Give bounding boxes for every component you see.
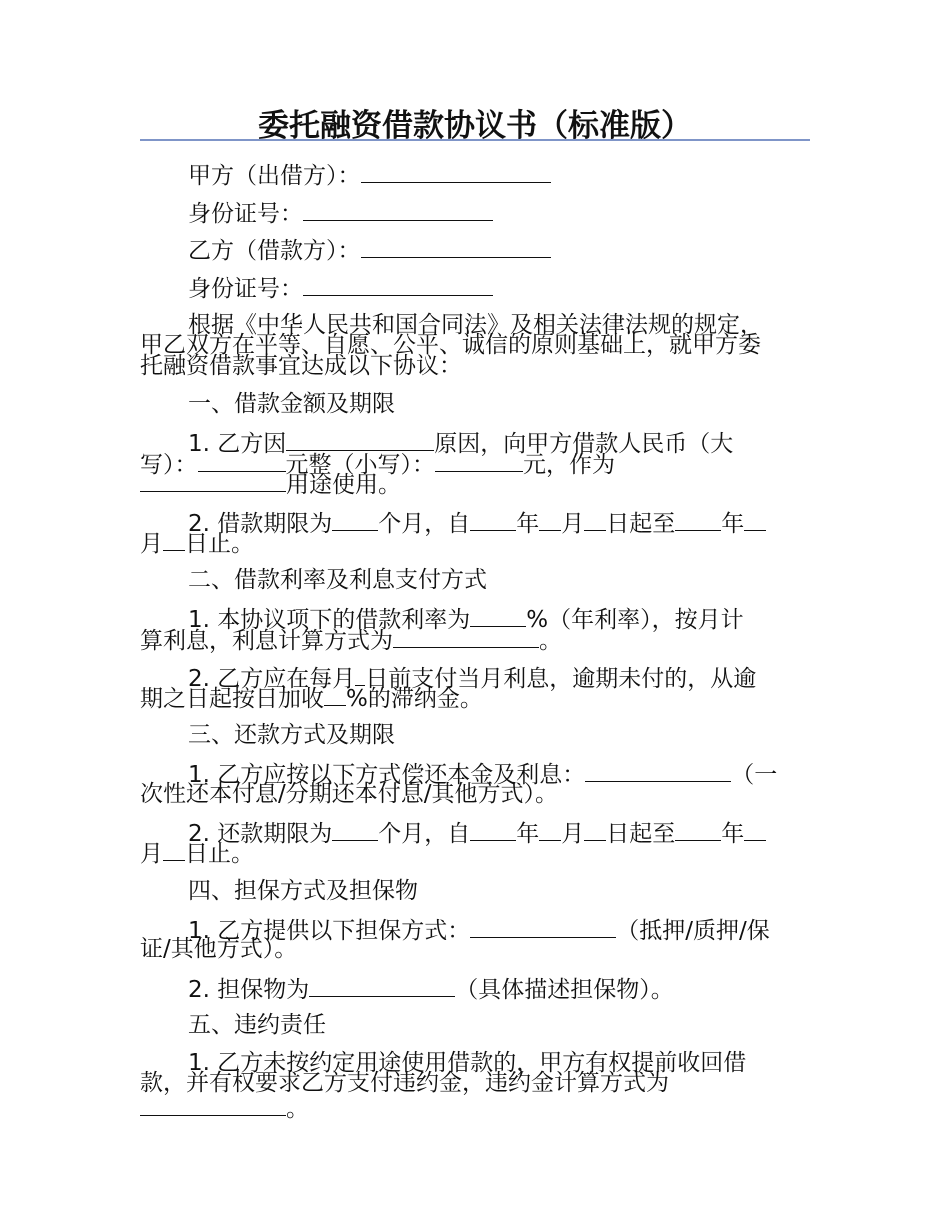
s4-item2-line1	[188, 976, 674, 1002]
party-b-id-line	[188, 275, 493, 301]
s1-item1-text-f: 用途使用。	[286, 472, 401, 498]
document-title: 委托融资借款协议书（标准版）	[258, 108, 692, 144]
s1-end-year-blank[interactable]	[675, 510, 721, 531]
s3-item2-line1	[188, 820, 766, 846]
s3-item2-text-e: 日起至	[606, 821, 676, 847]
party-a-label: 甲方（出借方）：	[188, 163, 361, 189]
s5-item1-text-c: 。	[286, 1096, 309, 1122]
s3-item2-text-b: 个月，自	[378, 821, 471, 847]
s3-item2-text-g: 月	[140, 841, 163, 867]
s3-item1-text-b: （一	[731, 762, 778, 788]
preamble-line-1: 根据《中华人民共和国合同法》及相关法律法规的规定，	[188, 312, 763, 338]
s2-item2-text-c: 期之日起按日加收	[140, 686, 324, 712]
s1-item2-line2	[140, 530, 254, 556]
s2-item1-text-d: 。	[539, 628, 562, 654]
s2-item1-text-b: %（年利率），按月计	[526, 607, 744, 633]
party-b-line	[188, 237, 551, 263]
preamble-line-2: 甲乙双方在平等、自愿、公平、诚信的原则基础上，就甲方委	[140, 332, 761, 358]
s1-item2-line1	[188, 510, 766, 536]
s3-end-year-blank[interactable]	[675, 820, 721, 841]
s2-late-fee-blank[interactable]	[324, 685, 346, 706]
s3-end-month-blank[interactable]	[744, 820, 766, 841]
s3-item2-text-h: 日止。	[185, 841, 254, 867]
s1-start-month-blank[interactable]	[539, 510, 561, 531]
s5-penalty-method-blank[interactable]	[140, 1095, 286, 1116]
s1-item1-line3	[140, 471, 401, 497]
s3-end-day-blank[interactable]	[163, 840, 185, 861]
party-a-id-blank[interactable]	[303, 200, 493, 221]
s2-item1-text-c: 算利息，利息计算方式为	[140, 628, 393, 654]
s1-amount-upper-blank[interactable]	[198, 451, 286, 472]
party-b-blank[interactable]	[361, 237, 551, 258]
s3-item2-text-d: 月	[561, 821, 585, 847]
s1-item1-text-a: 1. 乙方因	[188, 431, 287, 457]
s2-pay-day-blank[interactable]	[355, 665, 365, 686]
s5-item1-line3	[140, 1095, 309, 1121]
s5-item1-line1: 1. 乙方未按约定用途使用借款的，甲方有权提前收回借	[188, 1050, 747, 1076]
s1-item2-text-f: 年	[721, 511, 745, 537]
s1-item2-text-d: 月	[561, 511, 585, 537]
s2-item2-text-b: 日前支付当月利息，逾期未付的，从逾	[365, 666, 757, 692]
s1-item1-text-c: 写）：	[140, 452, 198, 478]
party-b-id-label: 身份证号：	[188, 276, 303, 302]
s3-item1-text-a: 1. 乙方应按以下方式偿还本金及利息：	[188, 762, 586, 788]
s3-start-month-blank[interactable]	[539, 820, 561, 841]
s2-item1-line2	[140, 627, 562, 653]
s1-item2-text-c: 年	[516, 511, 540, 537]
s1-item1-text-d: 元整（小写）：	[285, 452, 435, 478]
s2-item2-text-d: %的滞纳金。	[346, 686, 483, 712]
preamble-line-3: 托融资借款事宜达成以下协议：	[140, 353, 462, 379]
s1-months-blank[interactable]	[332, 510, 378, 531]
s2-interest-method-blank[interactable]	[393, 627, 539, 648]
s1-item2-text-b: 个月，自	[378, 511, 471, 537]
s4-item1-text-a: 1. 乙方提供以下担保方式：	[188, 918, 471, 944]
s3-start-day-blank[interactable]	[584, 820, 606, 841]
party-a-blank[interactable]	[361, 162, 551, 183]
s4-item2-text-b: （具体描述担保物）。	[455, 977, 674, 1003]
party-b-label: 乙方（借款方）：	[188, 238, 361, 264]
s1-start-year-blank[interactable]	[470, 510, 516, 531]
s1-item2-text-h: 日止。	[185, 531, 254, 557]
s1-item2-text-a: 2. 借款期限为	[188, 511, 333, 537]
s2-item2-text-a: 2. 乙方应在每月	[188, 666, 356, 692]
party-a-id-label: 身份证号：	[188, 201, 303, 227]
s4-guarantee-method-blank[interactable]	[470, 917, 616, 938]
s4-item1-line2: 证/其他方式）。	[140, 936, 298, 962]
title-underline	[140, 139, 810, 141]
s3-months-blank[interactable]	[332, 820, 378, 841]
s4-item2-text-a: 2. 担保物为	[188, 977, 310, 1003]
s4-item1-text-b: （抵押/质押/保	[616, 918, 770, 944]
s1-purpose-blank[interactable]	[140, 471, 286, 492]
s1-item1-text-b: 原因，向甲方借款人民币（大	[434, 431, 734, 457]
s1-item1-text-e: 元，作为	[523, 452, 615, 478]
section-1-heading: 一、借款金额及期限	[188, 391, 395, 417]
s1-end-month-blank[interactable]	[744, 510, 766, 531]
s2-item1-text-a: 1. 本协议项下的借款利率为	[188, 607, 471, 633]
s3-item2-line2	[140, 840, 254, 866]
s1-item2-text-g: 月	[140, 531, 163, 557]
s1-amount-lower-blank[interactable]	[435, 451, 523, 472]
s3-item2-text-f: 年	[721, 821, 745, 847]
party-b-id-blank[interactable]	[303, 275, 493, 296]
section-4-heading: 四、担保方式及担保物	[188, 878, 418, 904]
s1-item2-text-e: 日起至	[606, 511, 676, 537]
s3-start-year-blank[interactable]	[470, 820, 516, 841]
s2-rate-blank[interactable]	[470, 606, 526, 627]
s3-item2-text-a: 2. 还款期限为	[188, 821, 333, 847]
party-a-line	[188, 162, 551, 188]
s3-item2-text-c: 年	[516, 821, 540, 847]
section-5-heading: 五、违约责任	[188, 1012, 326, 1038]
s3-item1-line2: 次性还本付息/分期还本付息/其他方式）。	[140, 781, 558, 807]
s1-reason-blank[interactable]	[286, 430, 434, 451]
section-3-heading: 三、还款方式及期限	[188, 722, 395, 748]
s3-repay-method-blank[interactable]	[585, 761, 731, 782]
s5-item1-line2: 款，并有权要求乙方支付违约金，违约金计算方式为	[140, 1070, 669, 1096]
s1-start-day-blank[interactable]	[584, 510, 606, 531]
s1-end-day-blank[interactable]	[163, 530, 185, 551]
section-2-heading: 二、借款利率及利息支付方式	[188, 567, 487, 593]
party-a-id-line	[188, 200, 493, 226]
s2-item2-line2	[140, 685, 483, 711]
s4-collateral-blank[interactable]	[309, 976, 455, 997]
